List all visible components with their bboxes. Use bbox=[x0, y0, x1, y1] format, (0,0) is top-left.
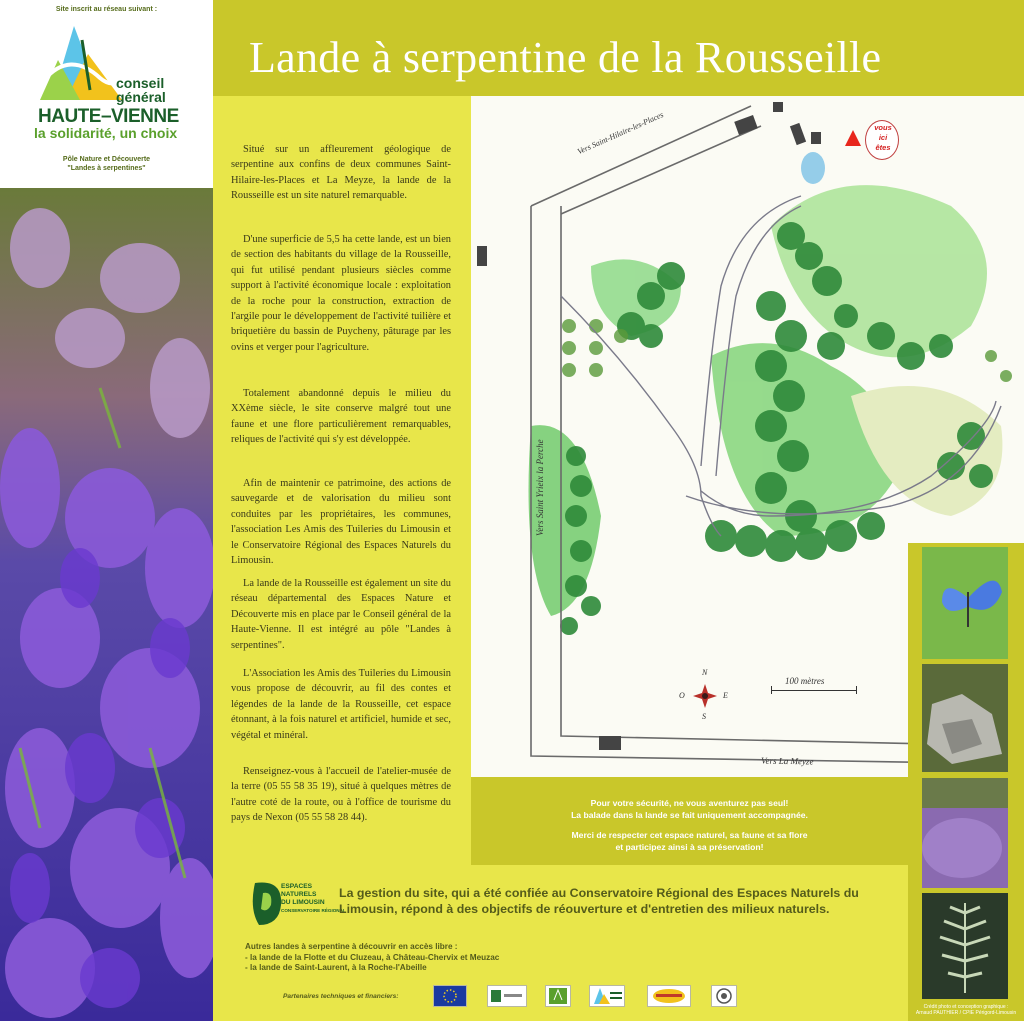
you-are-here-word: ici bbox=[878, 133, 888, 142]
pole-line2: "Landes à serpentines" bbox=[67, 165, 146, 172]
text-panel bbox=[213, 96, 471, 865]
logo-conseil-general bbox=[116, 76, 166, 104]
heath-photo bbox=[922, 778, 1008, 888]
partner-logo-2 bbox=[487, 985, 527, 1007]
you-are-here-label bbox=[867, 123, 899, 153]
road-label-top: Vers Saint-Hilaire-les-Places bbox=[576, 110, 665, 157]
other-landes-item: - la lande de Saint-Laurent, à la Roche-l'Abeille bbox=[245, 963, 427, 972]
cen-logo-line: CONSERVATOIRE RÉGIONAL bbox=[281, 908, 346, 913]
road-label-bottom: Vers La Meyze bbox=[760, 755, 814, 767]
logo-name: HAUTE–VIENNE bbox=[38, 106, 179, 127]
rock-photo bbox=[922, 664, 1008, 772]
left-column bbox=[0, 0, 213, 1021]
text-paragraph: D'une superficie de 5,5 ha cette lande, est un bien de section des habitants du village de la Rousseille, qui fut utilisé pendant plusieurs siècles comme support à l'activité économique locale : exploitation de la roche pour la construction, extraction de l'argile pour le développement de l'activité tuilière et briquetière du bassin de Puycheny, pâturage par les ovins et verger pour l'agriculture. bbox=[231, 234, 451, 353]
credit-line: Arnaud PAUTHIER / CPIE Périgord-Limousin bbox=[915, 1010, 1017, 1016]
butterfly-photo bbox=[922, 547, 1008, 659]
title-bar bbox=[213, 0, 1024, 96]
cen-logo-line: ESPACES bbox=[281, 883, 313, 890]
compass-rose bbox=[669, 668, 741, 724]
partners-label: Partenaires techniques et financiers: bbox=[283, 993, 399, 1000]
photo-strip bbox=[908, 543, 1024, 1021]
logo-line1: conseil bbox=[116, 75, 165, 91]
text-paragraph: Totalement abandonné depuis le milieu du XXème siècle, le site conserve malgré tout une faune et une flore particulièrement remarquables, reliques de l'activité qui s'y est développée. bbox=[231, 388, 451, 446]
heather-photo bbox=[0, 188, 213, 1021]
logo-slogan: la solidarité, un choix bbox=[34, 125, 178, 141]
text-paragraph: Situé sur un affleurement géologique de serpentine aux confins de deux communes Saint-Hilaire-les-Places et La Meyze, la lande de la Rousseille est un site naturel remarquable. bbox=[231, 144, 451, 202]
safety-line: La balade dans la lande se fait uniquement accompagnée. bbox=[571, 810, 808, 820]
partner-logo-6 bbox=[711, 985, 737, 1007]
eu-flag-logo bbox=[433, 985, 467, 1007]
fern-photo bbox=[922, 893, 1008, 999]
you-are-here-arrow-icon bbox=[843, 128, 863, 148]
other-landes-heading: Autres landes à serpentine à découvrir en accès libre : bbox=[245, 942, 458, 951]
partner-logo-5 bbox=[647, 985, 691, 1007]
partner-logo-haute-vienne bbox=[589, 985, 625, 1007]
pole-line1: Pôle Nature et Découverte bbox=[62, 156, 151, 163]
scale-bar bbox=[771, 676, 861, 700]
logo-mountain-icon bbox=[30, 20, 190, 110]
text-paragraph: Renseignez-vous à l'accueil de l'atelier-musée de la terre (05 55 58 35 19), situé à quelques mètres de l'autre coté de la route, ou à l'office de tourisme du pays de Nexon (05 55 58 28 44). bbox=[231, 766, 451, 824]
safety-line: Merci de respecter cet espace naturel, sa faune et sa flore bbox=[571, 830, 808, 840]
logo-line2: général bbox=[116, 89, 166, 105]
credit-line: Crédit photo et conception graphique : bbox=[923, 1004, 1009, 1010]
cen-limousin-logo bbox=[243, 877, 346, 932]
bottom-info-panel bbox=[213, 865, 908, 1021]
safety-line: Pour votre sécurité, ne vous aventurez pas seul! bbox=[590, 798, 789, 808]
scale-label: 100 mètres bbox=[785, 676, 825, 686]
road-label-left: Vers Saint Yrieix la Perche bbox=[535, 439, 545, 536]
other-landes-list bbox=[245, 942, 745, 974]
you-are-here-word: êtes bbox=[875, 143, 891, 152]
compass-west: O bbox=[679, 691, 685, 700]
compass-north: N bbox=[702, 668, 708, 677]
safety-line: et participez ainsi à sa préservation! bbox=[615, 842, 764, 852]
you-are-here-marker bbox=[843, 120, 903, 160]
text-paragraph: La lande de la Rousseille est également un site du réseau départemental des Espaces Nature et Découverte mis en place par le Conseil général de la Haute-Vienne. Il est intégré au pôle "Landes à serpentines". bbox=[231, 578, 451, 651]
network-label: Site inscrit au réseau suivant : bbox=[55, 6, 158, 13]
gestion-text: La gestion du site, qui a été confiée au Conservatoire Régional des Espaces Naturels du Limousin, répond à des objectifs de réouverture et d'entretien des milieux naturels. bbox=[339, 886, 859, 916]
cen-logo-line: DU LIMOUSIN bbox=[281, 899, 325, 906]
cen-logo-line: NATURELS bbox=[281, 891, 317, 898]
pole-label bbox=[0, 155, 213, 173]
haute-vienne-logo bbox=[30, 20, 190, 150]
photo-credit bbox=[908, 1004, 1024, 1016]
you-are-here-word: vous bbox=[874, 123, 892, 132]
safety-notice bbox=[471, 777, 908, 865]
compass-south: S bbox=[702, 712, 706, 721]
text-paragraph: L'Association les Amis des Tuileries du Limousin vous propose de découvrir, au fil des contes et légendes de la lande de la Rousseille, cet espace étonnant, à la fois naturel et artificiel, humide et sec, végétal et minéral. bbox=[231, 668, 451, 741]
page-title: Lande à serpentine de la Rousseille bbox=[249, 33, 882, 82]
other-landes-item: - la lande de la Flotte et du Cluzeau, à Château-Chervix et Meuzac bbox=[245, 952, 500, 962]
text-paragraph: Afin de maintenir ce patrimoine, des actions de sauvegarde et de valorisation du milieu sont conduites par les propriétaires, les communes, l'association Les Amis des Tuileries du Limousin et le Conservatoire Régional des Espaces Naturels du Limousin. bbox=[231, 478, 451, 567]
compass-east: E bbox=[723, 691, 728, 700]
partner-logo-3 bbox=[545, 985, 571, 1007]
